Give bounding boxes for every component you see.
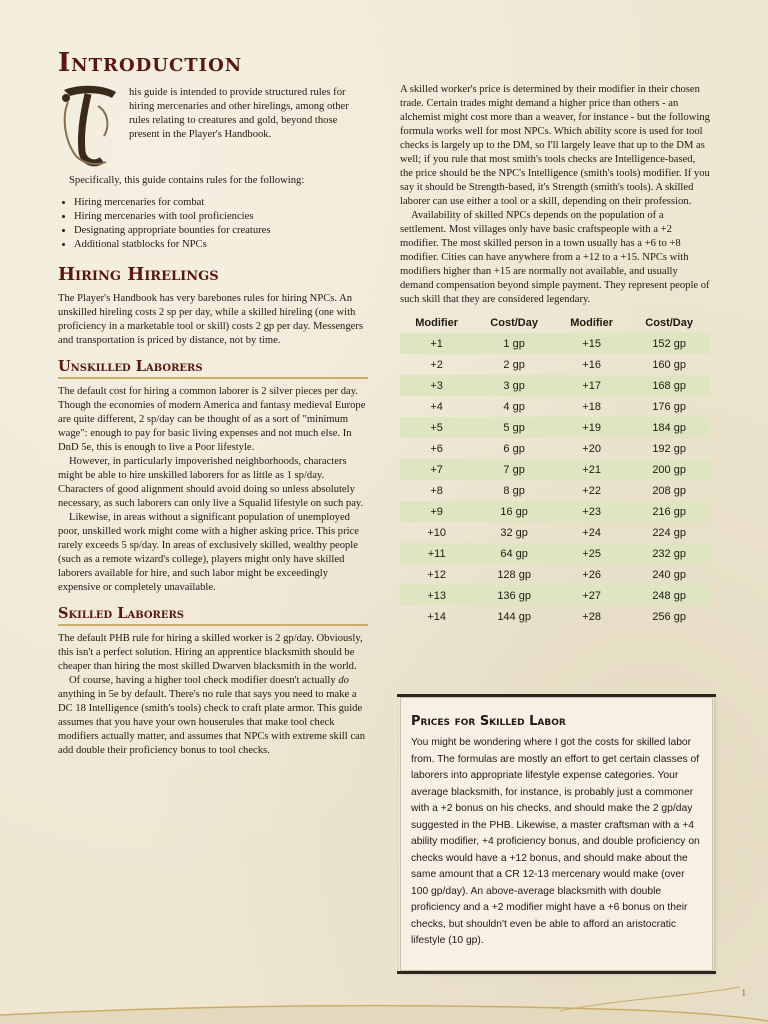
table-cell: +21 [555, 459, 628, 480]
pricing-paragraph: A skilled worker's price is determined by their modifier in their chosen trade. Certain trades might demand a higher price than others - an alchemist might cost more than a weaver, for instance - but the following formula works well for most NPCs. Which ability score is used for tool checks is largely up to the DM, so I'll largely leave that up to the DM as well; if you rule that most smith's tools checks are Intelligence-based, the price should be the NPC's Intelligence (smith's tools) modifier. If you say it should be Strength-based, it's Strength (smith's tools). A skilled laborer can use either a tool or a skill, depending on their profession. [400, 84, 710, 207]
table-row [400, 333, 710, 354]
left-column [58, 46, 368, 758]
section-heading-unskilled: Unskilled Laborers [58, 358, 368, 379]
table-cell: +24 [582, 526, 601, 539]
table-cell: +28 [582, 610, 601, 623]
table-cell: 4 gp [503, 400, 525, 413]
availability-paragraph: Availability of skilled NPCs depends on the population of a settlement. Most villages only have basic craftspeople with a +2 modifier. The most skilled person in a town usually has a +6 to +8 modifier. Cities can have anywhere from a +12 to a +15. NPCs with modifiers higher than +15 are normally not available, and usually demand compensation beyond simple payment. They represent people of such skill that they are considered legendary. [400, 210, 710, 305]
list-item: • Hiring mercenaries with tool proficiencies [74, 210, 368, 224]
unskilled-paragraph-3: Likewise, in areas without a significant population of unemployed poor, unskilled work might come with a higher asking price. This price rarely exceeds 5 sp/day. In areas of exclusively skilled, wealthy people (such as a remote wizard's college), players might only have skilled laborers available for hire, and such labor might be exceedingly expensive or completely unavailable. [58, 512, 359, 593]
list-item: • Hiring mercenaries for combat [74, 196, 368, 210]
section-heading-skilled: Skilled Laborers [58, 605, 368, 626]
intro-lead: his guide is intended to provide structured rules for hiring mercenaries and other hirelings, among other rules relating to creatures and gold, beyond those present in the Player's Handbook. [129, 87, 349, 140]
table-cell: 216 gp [628, 501, 710, 522]
section-heading-hiring-hirelings: Hiring Hirelings [58, 264, 219, 285]
table-cell: 176 gp [652, 400, 686, 413]
table-header-row [400, 315, 710, 333]
table-row [400, 543, 710, 564]
page-title: Introduction [58, 48, 243, 78]
list-item: • Designating appropriate bounties for creatures [74, 224, 368, 238]
table-row [400, 375, 710, 396]
table-cell: 208 gp [652, 484, 686, 497]
intro-specifically: Specifically, this guide contains rules for the following: [69, 175, 305, 186]
table-header: Modifier [415, 317, 459, 329]
table-cell: 224 gp [652, 526, 686, 539]
table-cell: +12 [427, 568, 446, 581]
table-row [400, 585, 710, 606]
table-cell: 184 gp [628, 417, 710, 438]
table-cell: +8 [430, 484, 443, 497]
table-cell: +6 [430, 442, 443, 455]
table-row [400, 459, 710, 480]
table-cell: 2 gp [503, 358, 525, 371]
table-cell: 144 gp [497, 610, 531, 623]
table-cell: +4 [430, 400, 443, 413]
note-title: Prices for Skilled Labor [411, 714, 566, 729]
table-row [400, 438, 710, 459]
table-cell: +16 [582, 358, 601, 371]
table-cell: +10 [427, 526, 446, 539]
skilled-paragraph-1: The default PHB rule for hiring a skilled worker is 2 gp/day. Obviously, this isn't a perfect solution. Hiring an apprentice blacksmith should be cheaper than hiring the most skilled Dwarven blacksmith in the world. [58, 633, 363, 672]
table-cell: 1 gp [473, 333, 555, 354]
table-row [400, 417, 710, 438]
table-cell: 136 gp [473, 585, 555, 606]
intro-bullet-list [58, 196, 368, 252]
table-row [400, 606, 710, 627]
table-cell: 7 gp [473, 459, 555, 480]
table-cell: 152 gp [628, 333, 710, 354]
table-cell: 256 gp [652, 610, 686, 623]
table-cell: 160 gp [652, 358, 686, 371]
table-cell: +18 [582, 400, 601, 413]
table-cell: 240 gp [652, 568, 686, 581]
skilled-paragraph-2 [58, 674, 368, 758]
table-row [400, 480, 710, 501]
unskilled-paragraph-1: The default cost for hiring a common laborer is 2 silver pieces per day. Though the economies of modern America and fantasy medieval Europe are quite different, 2 sp/day can be thought of as a sort of "minimum wage": enough to pay for basic living expenses and not much else. In DnD 5e, this is enough to live a Poor lifestyle. [58, 386, 366, 453]
list-item: • Additional statblocks for NPCs [74, 238, 368, 252]
table-row [400, 564, 710, 585]
table-cell: +13 [400, 585, 473, 606]
table-cell: +11 [400, 543, 473, 564]
hirelings-paragraph: The Player's Handbook has very barebones rules for hiring NPCs. An unskilled hireling costs 2 sp per day, while a skilled hireling (one with proficiency in a marketable tool or skill) costs 2 gp per day. Messengers and transportation is priced by distance, not by time. [58, 293, 363, 346]
table-cell: +20 [582, 442, 601, 455]
footer-ornament-icon [0, 985, 768, 1024]
table-cell: +7 [400, 459, 473, 480]
table-cell: 8 gp [503, 484, 525, 497]
table-row [400, 522, 710, 543]
dropcap-ornament-icon [58, 82, 120, 168]
intro-block [58, 86, 368, 166]
note-box [400, 697, 713, 971]
table-cell: +14 [427, 610, 446, 623]
table-cell: +3 [400, 375, 473, 396]
table-header: Cost/Day [645, 317, 693, 329]
table-row [400, 354, 710, 375]
table-cell: +26 [582, 568, 601, 581]
note-body: You might be wondering where I got the costs for skilled labor from. The formulas are mostly an effort to get certain classes of laborers into appropriate lifestyle expense categories. Your average blacksmith, for instance, is probably just a commoner with a +2 bonus on his checks, and should make the 2 gp/day suggested in the PHB. Likewise, a master craftsman with a +4 ability modifier, +4 proficiency bonus, and double proficiency on checks would have a +12 bonus, and should make about the same amount that a CR 12-13 mercenary would make (over 100 gp/day). An above-average blacksmith with double proficiency and a +2 modifier might have a +6 bonus on their checks, but shouldn't even be able to afford an aristocratic lifestyle (10 gp). [411, 737, 700, 946]
table-row [400, 501, 710, 522]
table-cell: +19 [555, 417, 628, 438]
table-cell: +22 [582, 484, 601, 497]
skilled-p2-end: anything in 5e by default. There's no rule that says you need to make a DC 18 Intelligence (smith's tools) check to craft plate armor. This guide assumes that you have your own houserules that make tool check modifiers actually matter, and assumes that NPCs with extreme skill can add double their proficiency bonus to tool checks. [58, 689, 366, 756]
table-cell: +2 [430, 358, 443, 371]
table-cell: 200 gp [628, 459, 710, 480]
table-cell: +9 [400, 501, 473, 522]
cost-table-body [400, 333, 710, 627]
table-cell: +1 [400, 333, 473, 354]
dropcap [58, 82, 120, 168]
table-cell: 3 gp [473, 375, 555, 396]
unskilled-paragraph-2: However, in particularly impoverished neighborhoods, characters might be able to hire unskilled laborers for as little as 1 sp/day. Characters of good alignment should avoid doing so unless absolutely necessary, as such laborers can only live a Squalid lifestyle on such pay. [58, 456, 364, 509]
table-cell: +5 [400, 417, 473, 438]
table-cell: 16 gp [473, 501, 555, 522]
table-cell: 32 gp [500, 526, 528, 539]
skilled-p2-emphasis: do [338, 675, 349, 686]
table-header: Modifier [570, 317, 614, 329]
table-cell: +15 [555, 333, 628, 354]
table-cell: 232 gp [628, 543, 710, 564]
table-cell: 192 gp [652, 442, 686, 455]
table-cell: +27 [555, 585, 628, 606]
page-number: 1 [741, 988, 746, 998]
table-cell: 5 gp [473, 417, 555, 438]
table-cell: 6 gp [503, 442, 525, 455]
skilled-p2-start: Of course, having a higher tool check modifier doesn't actually [69, 675, 339, 686]
table-cell: 168 gp [628, 375, 710, 396]
table-cell: +23 [555, 501, 628, 522]
table-header: Cost/Day [490, 317, 538, 329]
cost-table [400, 315, 710, 627]
table-cell: 64 gp [473, 543, 555, 564]
table-cell: 128 gp [497, 568, 531, 581]
table-cell: 248 gp [628, 585, 710, 606]
table-row [400, 396, 710, 417]
right-column [400, 83, 710, 627]
table-cell: +17 [555, 375, 628, 396]
table-cell: +25 [555, 543, 628, 564]
